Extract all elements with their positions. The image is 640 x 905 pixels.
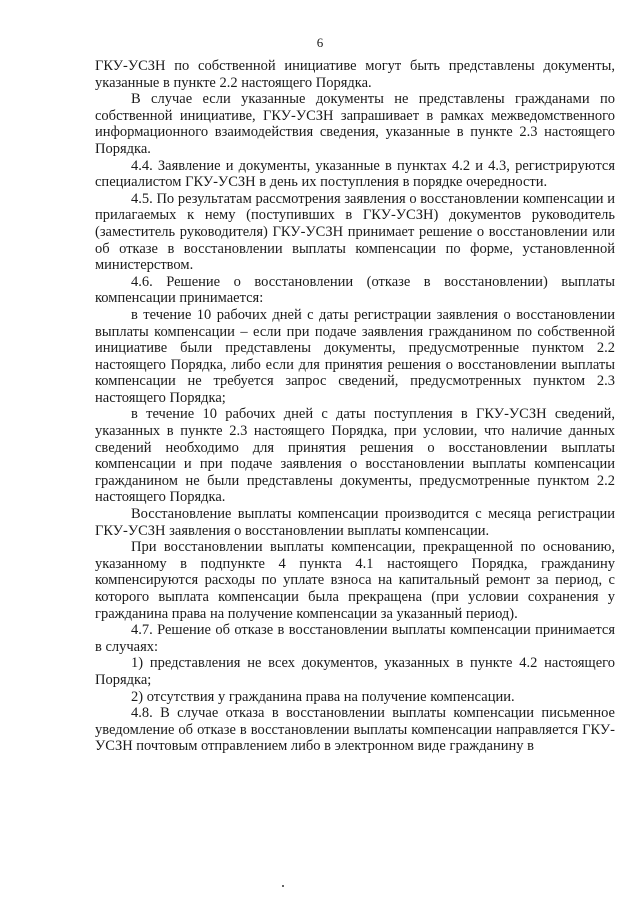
paragraph-4-8: 4.8. В случае отказа в восстановлении выплаты компенсации письменное уведомление об отказе в восстановлении выплаты компенсации направляется ГКУ-УСЗН почтовым отправлением либо в электронном виде гражданину в [95,705,615,755]
paragraph-4-7-case-1: 1) представления не всех документов, указанных в пункте 4.2 настоящего Порядка; [95,655,615,688]
paragraph-continuation: ГКУ-УСЗН по собственной инициативе могут быть представлены документы, указанные в пункте 2.2 настоящего Порядка. [95,58,615,91]
paragraph-4-4: 4.4. Заявление и документы, указанные в пунктах 4.2 и 4.3, регистрируются специалистом ГКУ-УСЗН в день их поступления в порядке очередности. [95,157,615,191]
page-number: 6 [316,35,324,50]
paragraph-request-documents: В случае если указанные документы не представлены гражданами по собственной инициативе, ГКУ-УСЗН запрашивает в рамках межведомственного информационного взаимодействия сведения, указанные в пункте 2.3 настоящего Порядка. [95,91,615,157]
paragraph-4-6-term-1: в течение 10 рабочих дней с даты регистрации заявления о восстановлении выплаты компенсации – если при подаче заявления гражданином по собственной инициативе были представлены документы, предусмотренные пунктом 2.2 настоящего Порядка, либо если для принятия решения о восстановлении выплаты компенсации не требуется запрос сведений, предусмотренных пунктом 2.3 настоящего Порядка; [95,306,615,406]
paragraph-4-7-case-2: 2) отсутствия у гражданина права на получение компенсации. [131,688,515,705]
paragraph-4-6-term-2: в течение 10 рабочих дней с даты поступления в ГКУ-УСЗН сведений, указанных в пункте 2.3 настоящего Порядка, при условии, что наличие данных сведений необходимо для принятия решения о восстановлении выплаты компенсации и при подаче заявления о восстановлении выплаты компенсации гражданином не были представлены документы, предусмотренные пунктом 2.2 настоящего Порядка. [95,406,615,506]
scan-speck [282,885,284,887]
paragraph-4-6: 4.6. Решение о восстановлении (отказе в восстановлении) выплаты компенсации принимается: [95,273,615,307]
document-body [95,58,615,755]
paragraph-restoration-start: Восстановление выплаты компенсации производится с месяца регистрации ГКУ-УСЗН заявления о восстановлении выплаты компенсации. [95,506,615,539]
paragraph-4-7: 4.7. Решение об отказе в восстановлении выплаты компенсации принимается в случаях: [95,622,615,655]
paragraph-4-5: 4.5. По результатам рассмотрения заявления о восстановлении компенсации и прилагаемых к нему (поступивших в ГКУ-УСЗН) документов руководитель (заместитель руководителя) ГКУ-УСЗН принимает решение о восстановлении или об отказе в восстановлении выплаты компенсации по форме, установленной министерством. [95,190,615,274]
paragraph-capital-repair: При восстановлении выплаты компенсации, прекращенной по основанию, указанному в подпункте 4 пункта 4.1 настоящего Порядка, гражданину компенсируются расходы по уплате взноса на капитальный ремонт за период, с которого выплата компенсации была прекращена (при условии сохранения у гражданина права на получение компенсации за указанный период). [95,539,615,622]
